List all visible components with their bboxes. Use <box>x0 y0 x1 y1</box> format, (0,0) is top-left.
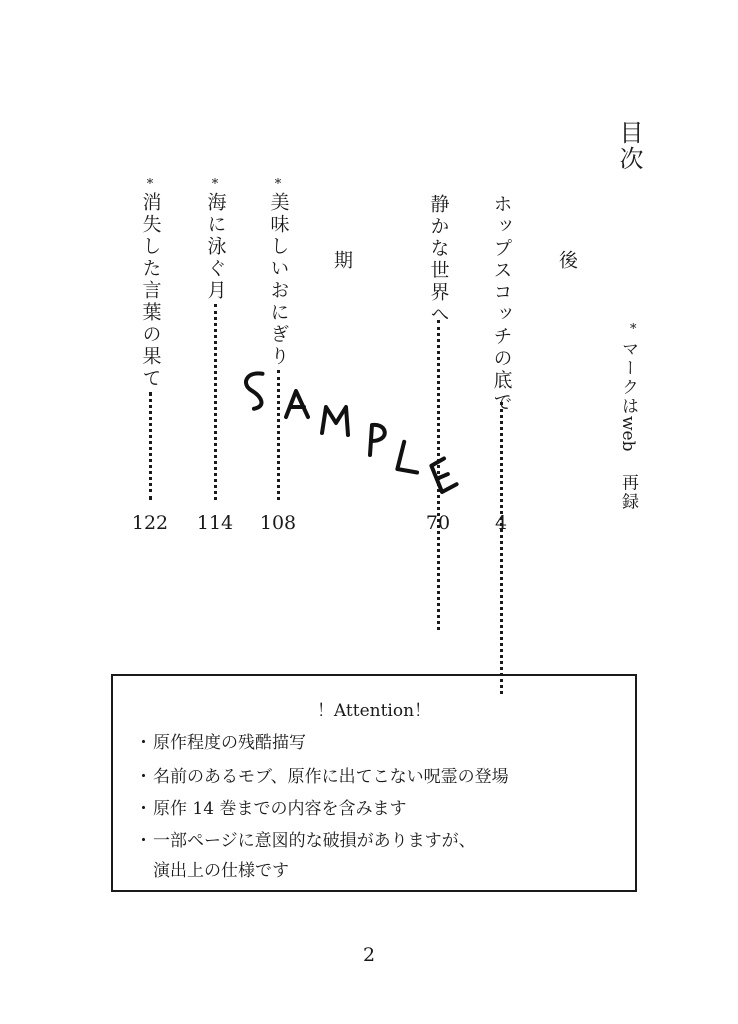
attention-box <box>111 674 637 892</box>
entry-title: 静かな世界へ <box>427 194 450 326</box>
bullet: ・ <box>135 733 152 753</box>
entry-page-number: 108 <box>259 512 297 534</box>
leader-dots <box>149 392 152 500</box>
entry-title: 美味しいおにぎり <box>267 192 290 368</box>
attention-item <box>135 826 476 851</box>
note-text-c: 再録 <box>618 473 638 512</box>
bullet: ・ <box>135 799 152 819</box>
attention-item <box>135 728 306 753</box>
entry-page-number: 122 <box>131 512 169 534</box>
attention-item-text: 原作程度の残酷描写 <box>153 733 306 753</box>
part-label-second: 後 <box>556 250 578 269</box>
part-label-term: 期 <box>331 250 353 269</box>
web-reprint-mark: * <box>211 177 219 192</box>
note-star: * <box>630 322 637 337</box>
toc-entry[interactable] <box>130 178 170 540</box>
entry-title: ホップスコッチの底で <box>490 194 513 414</box>
toc-heading: 目次 <box>615 120 643 172</box>
attention-item-text: 名前のあるモブ、原作に出てこない呪霊の登場 <box>153 767 509 787</box>
attention-item-text: 原作 14 巻までの内容を含みます <box>153 799 407 819</box>
bullet: ・ <box>135 831 152 851</box>
leader-dots <box>500 402 503 694</box>
note-text-a: マークは <box>618 340 638 416</box>
page-number: 2 <box>362 944 376 966</box>
entry-title: 消失した言葉の果て <box>139 192 162 390</box>
attention-item-continuation: 演出上の仕様です <box>153 861 289 881</box>
web-reprint-note <box>619 340 636 512</box>
attention-item-text: 一部ページに意図的な破損がありますが、 <box>153 831 476 851</box>
entry-page-number: 4 <box>494 512 508 534</box>
attention-item <box>135 794 406 819</box>
entry-title: 海に泳ぐ月 <box>204 192 227 302</box>
sample-watermark <box>230 355 490 515</box>
bullet: ・ <box>135 767 152 787</box>
leader-dots <box>214 304 217 500</box>
web-reprint-mark: * <box>146 177 154 192</box>
entry-page-number: 114 <box>196 512 234 534</box>
web-reprint-mark: * <box>274 177 282 192</box>
attention-item <box>135 762 509 787</box>
attention-title: ！Attention！ <box>316 701 432 721</box>
entry-page-number: 70 <box>425 512 451 534</box>
note-text-b: web <box>618 416 638 452</box>
toc-entry[interactable] <box>195 178 235 540</box>
